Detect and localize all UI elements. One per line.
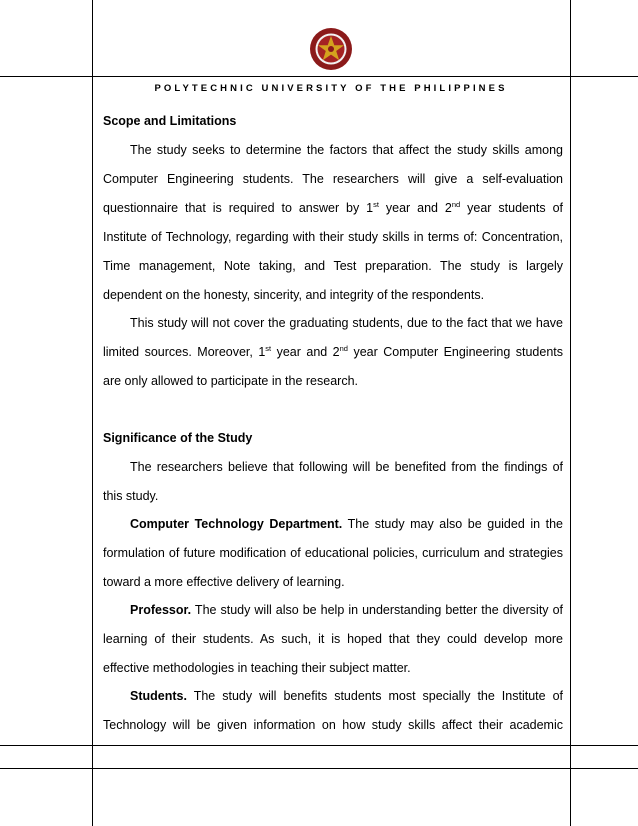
paragraph-line: formulation of future modification of educational policies, curriculum and strategies [103,546,563,560]
paragraph-line: Time management, Note taking, and Test preparation. The study is largely [103,259,563,273]
paragraph-line: Institute of Technology, regarding with their study skills in terms of: Concentration, [103,230,563,244]
paragraph-line: limited sources. Moreover, 1st year and 2nd year Computer Engineering students [103,344,564,359]
term-computer-technology-department: Computer Technology Department. [130,517,343,531]
header-rule [0,76,638,77]
term-students: Students. [130,689,187,703]
section-heading-scope: Scope and Limitations [103,114,237,128]
paragraph-line: questionnaire that is required to answer by 1st year and 2nd year students of [103,200,563,215]
section-heading-significance: Significance of the Study [103,431,253,445]
paragraph-line: learning of their students. As such, it is hoped that they could develop more [103,632,563,646]
paragraph-line: Students. The study will benefits students most specially the Institute of [130,689,563,703]
footer-rule-top [0,745,638,746]
term-professor: Professor. [130,603,192,617]
paragraph-line: are only allowed to participate in the research. [103,374,359,388]
paragraph-line: Computer Engineering students. The researchers will give a self-evaluation [103,172,563,186]
margin-rule-right [570,0,571,826]
paragraph-line: Computer Technology Department. The study may also be guided in the [130,517,563,531]
paragraph-line: this study. [103,489,159,503]
university-seal-icon [309,27,353,71]
paragraph-line: dependent on the honesty, sincerity, and integrity of the respondents. [103,288,485,302]
paragraph-line: Professor. The study will also be help in understanding better the diversity of [130,603,563,617]
paragraph-line: The researchers believe that following will be benefited from the findings of [130,460,563,474]
paragraph-line: The study seeks to determine the factors that affect the study skills among [130,143,563,157]
paragraph-line: effective methodologies in teaching their subject matter. [103,661,411,675]
paragraph-line: This study will not cover the graduating students, due to the fact that we have [130,316,563,330]
university-header: POLYTECHNIC UNIVERSITY OF THE PHILIPPINES [154,83,508,94]
margin-rule-left [92,0,93,826]
paragraph-line: Technology will be given information on how study skills affect their academic [103,718,563,732]
paragraph-line: toward a more effective delivery of learning. [103,575,345,589]
footer-rule-bottom [0,768,638,769]
